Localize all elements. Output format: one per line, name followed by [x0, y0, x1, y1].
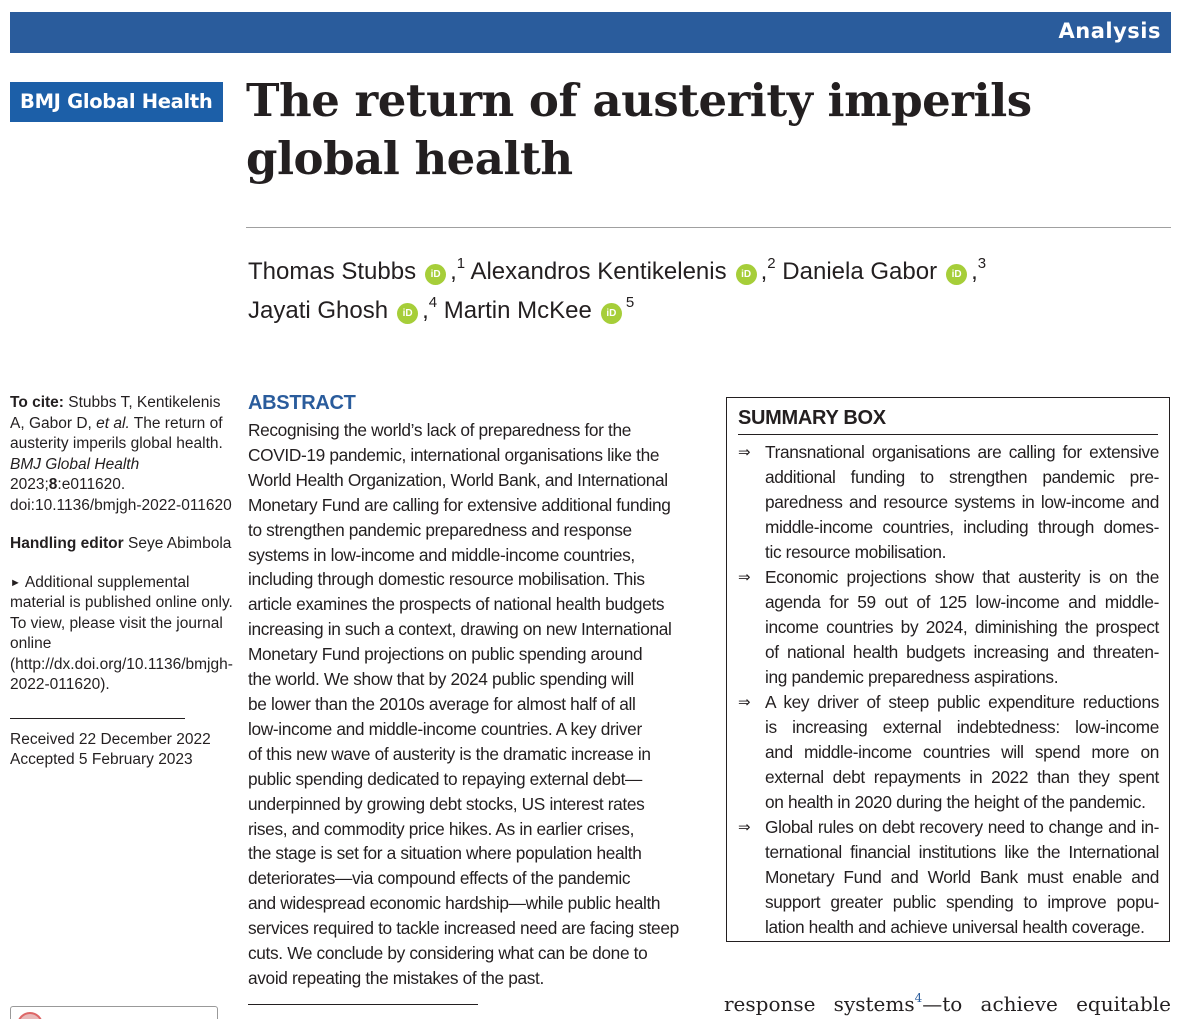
orcid-icon[interactable]: iD [601, 303, 622, 324]
section-label: Analysis [1058, 19, 1161, 43]
supplemental-note [10, 573, 235, 696]
crossmark-icon [17, 1012, 43, 1019]
title-line: global health [246, 132, 573, 185]
summary-line: Economic projections show that austerity is on the [765, 567, 1159, 587]
abstract-line: article examines the prospects of national health budgets [248, 594, 665, 615]
author-name: Alexandros Kentikelenis [470, 258, 727, 285]
author[interactable] [782, 255, 987, 285]
abstract-line: World Health Organization, World Bank, and International [248, 469, 668, 490]
cite-authors: Stubbs T, Kentikelenis A, Gabor D, [10, 394, 221, 432]
author-name: Daniela Gabor [782, 258, 938, 285]
triangle-right-icon: ► [10, 576, 21, 589]
abstract-line: Monetary Fund are calling for extensive additional funding [248, 494, 671, 515]
summary-item [738, 440, 1159, 565]
summary-item [738, 690, 1159, 815]
abstract-line: COVID-19 pandemic, international organisations like the [248, 444, 660, 465]
cite-doi: :e011620. doi:10.1136/bmjgh-2022-011620 [10, 476, 232, 514]
section-banner [10, 12, 1171, 53]
abstract-line: of this new wave of austerity is the dramatic increase in [248, 743, 651, 764]
author-separator: , [450, 258, 457, 285]
affiliation-marker: 4 [428, 294, 438, 311]
summary-line: middle-income countries, including through domes- [765, 517, 1159, 537]
abstract-line: to strengthen pandemic preparedness and response [248, 519, 632, 540]
abstract-line: systems in low-income and middle-income countries, [248, 544, 635, 565]
affiliation-marker: 2 [767, 255, 776, 272]
author[interactable] [443, 294, 635, 324]
summary-line: and middle-income countries will spend more on [765, 742, 1159, 762]
cite-volume: 8 [48, 476, 58, 493]
summary-box-title: SUMMARY BOX [738, 407, 886, 429]
abstract-line: Recognising the world’s lack of preparedness for the [248, 420, 632, 440]
abstract-line: deteriorates—via compound effects of the pandemic [248, 868, 631, 889]
author-name: Martin McKee [443, 297, 592, 324]
author-separator: , [971, 258, 978, 285]
abstract-footnote-divider [248, 1004, 478, 1005]
double-arrow-icon: ⇒ [738, 568, 751, 586]
summary-line: paredness and resource systems in low-income and [765, 492, 1159, 512]
summary-line: additional funding to strengthen pandemic pre- [765, 467, 1159, 487]
summary-box-divider [738, 434, 1158, 435]
handling-editor [10, 534, 235, 555]
editor-label: Handling editor [10, 535, 124, 552]
summary-line: ing pandemic preparedness aspirations. [765, 667, 1059, 687]
affiliation-marker: 5 [625, 294, 635, 311]
orcid-icon[interactable]: iD [946, 264, 967, 285]
double-arrow-icon: ⇒ [738, 443, 751, 461]
author[interactable] [248, 294, 438, 324]
abstract-line: be lower than the 2010s average for almost half of all [248, 693, 636, 714]
affiliation-marker: 3 [977, 255, 987, 272]
abstract-line: including through domestic resource mobilisation. This [248, 569, 645, 590]
title-line: The return of austerity imperils [246, 74, 1032, 127]
author-name: Jayati Ghosh [248, 297, 389, 324]
abstract-line: increasing in such a context, drawing on new International [248, 619, 672, 640]
summary-line: lation health and achieve universal health coverage. [765, 917, 1145, 937]
cite-label: To cite: [10, 394, 64, 411]
summary-line: Transnational organisations are calling for extensive [765, 442, 1159, 462]
double-arrow-icon: ⇒ [738, 693, 751, 711]
summary-line: tic resource mobilisation. [765, 542, 947, 562]
abstract-line: and widespread economic hardship—while public health [248, 893, 661, 914]
abstract-line: the world. We show that by 2024 public spending will [248, 669, 634, 690]
abstract-body [248, 418, 696, 991]
received-date: Received 22 December 2022 [10, 730, 211, 748]
orcid-icon[interactable]: iD [736, 264, 757, 285]
cite-year: 2023; [10, 476, 49, 493]
summary-line: Global rules on debt recovery need to change and in- [765, 817, 1159, 837]
summary-list [738, 440, 1159, 940]
author-name: Thomas Stubbs [248, 258, 417, 285]
citation-block [10, 393, 235, 516]
supplemental-text[interactable]: Additional supplemental material is published online only. To view, please visit the journal online (http://dx.doi.org/10.1136/bmjgh-2022-011620). [10, 573, 233, 693]
summary-line: agenda for 59 out of 125 low-income and middle- [765, 592, 1159, 612]
summary-box [726, 397, 1170, 942]
author-list [248, 248, 1168, 326]
summary-line: support greater public spending to improve popu- [765, 892, 1159, 912]
article-title [246, 72, 1166, 188]
author-separator: , [760, 258, 768, 285]
abstract-line: cuts. We conclude by considering what can be done to [248, 943, 648, 964]
title-divider [246, 227, 1171, 228]
summary-line: ternational financial institutions like the International [765, 842, 1159, 862]
body-text: response systems [724, 992, 915, 1016]
abstract-line: rises, and commodity price hikes. As in earlier crises, [248, 818, 635, 839]
cite-etal: et al. [96, 414, 130, 432]
summary-item [738, 565, 1159, 690]
abstract-line: the stage is set for a situation where population health [248, 843, 642, 864]
author-separator: , [422, 297, 429, 324]
summary-line: income countries by 2024, diminishing the prospect [765, 617, 1159, 637]
reference-link[interactable]: 4 [914, 991, 923, 1005]
abstract-line: underpinned by growing debt stocks, US interest rates [248, 793, 645, 814]
check-for-updates-badge[interactable] [10, 1006, 218, 1019]
abstract-heading: ABSTRACT [248, 392, 356, 414]
journal-logo[interactable]: BMJ Global Health [10, 82, 223, 122]
body-text-start [724, 985, 1171, 1017]
article-sidebar [10, 393, 235, 771]
abstract-line: Monetary Fund projections on public spending around [248, 644, 643, 665]
editor-name: Seye Abimbola [127, 535, 232, 552]
double-arrow-icon: ⇒ [738, 818, 751, 836]
abstract-line: services required to tackle increased need are facing steep [248, 918, 679, 939]
summary-line: of national health budgets increasing and threaten- [765, 642, 1159, 662]
sidebar-divider [10, 718, 185, 719]
orcid-icon[interactable]: iD [397, 303, 418, 324]
accepted-date: Accepted 5 February 2023 [10, 751, 193, 768]
summary-line: Monetary Fund and World Bank must enable and [765, 867, 1159, 887]
summary-item [738, 815, 1159, 940]
cite-journal: BMJ Global Health [10, 455, 140, 473]
abstract-line: avoid repeating the mistakes of the past. [248, 967, 544, 988]
affiliation-marker: 1 [456, 255, 466, 272]
author[interactable] [248, 255, 466, 285]
abstract-line: public spending dedicated to repaying external debt— [248, 768, 642, 789]
orcid-icon[interactable]: iD [425, 264, 446, 285]
abstract-line: low-income and middle-income countries. A key driver [248, 718, 642, 739]
summary-line: A key driver of steep public expenditure reductions [765, 692, 1159, 712]
cite-title: The return of austerity imperils global health. [10, 414, 223, 452]
author[interactable] [470, 255, 776, 285]
summary-line: external debt repayments in 2022 than they spent [765, 767, 1159, 787]
summary-line: is increasing external indebtedness: low-income [765, 717, 1159, 737]
body-text: —to achieve equitable [922, 992, 1171, 1016]
summary-line: on health in 2020 during the height of the pandemic. [765, 792, 1146, 812]
